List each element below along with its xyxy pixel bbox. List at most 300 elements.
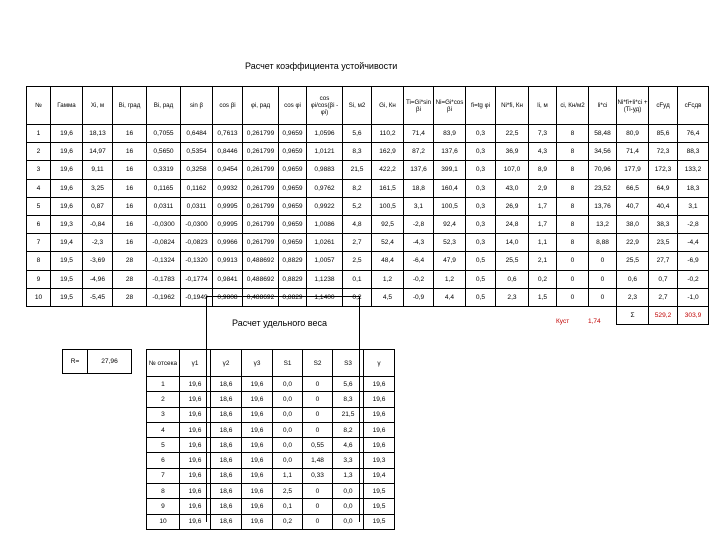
- table-cell: 0,9922: [307, 197, 343, 215]
- table-cell: 7: [147, 468, 180, 483]
- table-cell: 0,261799: [243, 179, 279, 197]
- table-cell: 25,5: [617, 252, 649, 270]
- table-cell: 19,3: [51, 215, 83, 233]
- table-cell: 19,6: [242, 484, 273, 499]
- column-header: Ni*fi, Кн: [496, 87, 529, 125]
- table-cell: 19,4: [364, 468, 395, 483]
- table-cell: 8: [557, 197, 589, 215]
- table-cell: -0,9: [404, 288, 434, 306]
- table-cell: 1: [27, 125, 51, 143]
- table-cell: 19,6: [180, 407, 211, 422]
- radius-label: R=: [63, 350, 88, 374]
- column-header: li*ci: [589, 87, 617, 125]
- table-cell: 18,6: [211, 422, 242, 437]
- table-cell: 18,6: [211, 453, 242, 468]
- segment-weight-table: [146, 349, 395, 530]
- table-cell: 0: [303, 484, 333, 499]
- table-cell: 18,6: [211, 438, 242, 453]
- table-cell: 0: [303, 514, 333, 529]
- table-cell: 0,261799: [243, 143, 279, 161]
- table-cell: -2,3: [83, 234, 113, 252]
- table-cell: 0: [303, 392, 333, 407]
- table-cell: 0,87: [83, 197, 113, 215]
- table-cell: 47,9: [434, 252, 466, 270]
- table-cell: 19,6: [242, 468, 273, 483]
- table-cell: 19,6: [180, 484, 211, 499]
- table-cell: 14,0: [496, 234, 529, 252]
- kust-label: Куст: [556, 318, 570, 325]
- table-cell: 1,1: [273, 468, 303, 483]
- table-cell: 19,6: [180, 438, 211, 453]
- column-header: cFсдв: [678, 87, 709, 125]
- table-cell: 58,48: [589, 125, 617, 143]
- table-cell: 5: [147, 438, 180, 453]
- table-cell: -4,3: [404, 234, 434, 252]
- table-cell: 19,6: [242, 514, 273, 529]
- table-cell: -4,96: [83, 270, 113, 288]
- table-cell: 19,6: [242, 392, 273, 407]
- table-cell: 8: [557, 143, 589, 161]
- table-cell: 0,9995: [213, 197, 243, 215]
- sum-row: [27, 306, 709, 324]
- table-cell: 0,488692: [243, 270, 279, 288]
- table-cell: 16: [113, 197, 147, 215]
- table-cell: 0,5: [466, 288, 496, 306]
- table-cell: 0,488692: [243, 252, 279, 270]
- table-cell: 133,2: [678, 161, 709, 179]
- table-cell: 2,3: [617, 288, 649, 306]
- column-header: Bi, град: [113, 87, 147, 125]
- table-cell: 0,488692: [243, 288, 279, 306]
- table-cell: 2,7: [649, 288, 678, 306]
- table-cell: 0,55: [303, 438, 333, 453]
- table-row: [27, 270, 709, 288]
- table-cell: 0: [303, 499, 333, 514]
- table-cell: 80,9: [617, 125, 649, 143]
- table-row: [27, 234, 709, 252]
- table-row: [147, 499, 395, 514]
- table-cell: 0,2: [529, 270, 557, 288]
- table-cell: 2,1: [529, 252, 557, 270]
- column-header: γ2: [211, 350, 242, 377]
- table-cell: 0,3: [466, 234, 496, 252]
- table-cell: 0,9808: [213, 288, 243, 306]
- table-cell: 23,5: [649, 234, 678, 252]
- column-header: № отсека: [147, 350, 180, 377]
- table-cell: 0,3: [466, 125, 496, 143]
- column-header: γ1: [180, 350, 211, 377]
- table-cell: 19,6: [51, 161, 83, 179]
- sum-value: 303,9: [678, 306, 709, 324]
- table-cell: 5,2: [343, 197, 372, 215]
- table-cell: 0,9659: [279, 143, 307, 161]
- table-cell: 0,0: [333, 484, 364, 499]
- table-cell: 19,5: [364, 499, 395, 514]
- radius-value: 27,96: [88, 350, 132, 374]
- table-cell: 83,9: [434, 125, 466, 143]
- table-cell: 14,97: [83, 143, 113, 161]
- table-cell: 0,5354: [181, 143, 213, 161]
- column-header: cos βi: [213, 87, 243, 125]
- table-cell: 19,6: [242, 422, 273, 437]
- table-cell: 0,5650: [147, 143, 181, 161]
- table-cell: 8,3: [343, 143, 372, 161]
- table-cell: 2,3: [496, 288, 529, 306]
- table-cell: 16: [113, 234, 147, 252]
- table-cell: 19,5: [51, 252, 83, 270]
- column-header: Гамма: [51, 87, 83, 125]
- column-header: №: [27, 87, 51, 125]
- table-cell: 21,5: [343, 161, 372, 179]
- table-cell: 19,6: [242, 438, 273, 453]
- table-cell: 1,0596: [307, 125, 343, 143]
- table-cell: 5,6: [333, 377, 364, 392]
- table-cell: 0,3: [466, 143, 496, 161]
- table-cell: 0,9659: [279, 179, 307, 197]
- column-header: cFуд: [649, 87, 678, 125]
- table-cell: 18,8: [404, 179, 434, 197]
- table-cell: -5,45: [83, 288, 113, 306]
- table-cell: 1: [147, 377, 180, 392]
- table-cell: 24,8: [496, 215, 529, 233]
- table-cell: 0,0: [273, 407, 303, 422]
- table-cell: 6: [147, 453, 180, 468]
- table-cell: 19,6: [364, 407, 395, 422]
- column-header: li, м: [529, 87, 557, 125]
- table-cell: 18,6: [211, 392, 242, 407]
- table-cell: 8,2: [333, 422, 364, 437]
- table-cell: 0,1: [273, 499, 303, 514]
- column-header: S3: [333, 350, 364, 377]
- table-row: [147, 468, 395, 483]
- table-cell: 1,1238: [307, 270, 343, 288]
- table-cell: 0: [303, 407, 333, 422]
- table-cell: 92,5: [372, 215, 404, 233]
- table-cell: -6,9: [678, 252, 709, 270]
- table-cell: 0: [303, 422, 333, 437]
- table-cell: 71,4: [617, 143, 649, 161]
- table-cell: 0,33: [303, 468, 333, 483]
- table-cell: 64,9: [649, 179, 678, 197]
- table-cell: 22,5: [496, 125, 529, 143]
- table-cell: 4,8: [343, 215, 372, 233]
- table-cell: 0,261799: [243, 161, 279, 179]
- table-cell: 23,52: [589, 179, 617, 197]
- stability-title: Расчет коэффициента устойчивости: [245, 61, 398, 71]
- table-cell: 19,6: [242, 499, 273, 514]
- table-cell: 0,9659: [279, 215, 307, 233]
- table-cell: -0,1324: [147, 252, 181, 270]
- table-cell: 28: [113, 270, 147, 288]
- table-cell: 0,6: [496, 270, 529, 288]
- table-cell: 0,0311: [181, 197, 213, 215]
- table-cell: 28: [113, 252, 147, 270]
- table-cell: 0,8829: [279, 288, 307, 306]
- table-cell: 0,9659: [279, 234, 307, 252]
- stability-table-header: [27, 87, 709, 125]
- table-cell: 9: [27, 270, 51, 288]
- column-header: φi, рад: [243, 87, 279, 125]
- table-cell: 137,6: [404, 161, 434, 179]
- table-cell: 8: [147, 484, 180, 499]
- table-cell: 1,0086: [307, 215, 343, 233]
- segment-table-header: [147, 350, 395, 377]
- table-cell: 1,5: [529, 288, 557, 306]
- table-row: [27, 179, 709, 197]
- table-cell: 1,7: [529, 215, 557, 233]
- column-header: Ni=Gi*cos βi: [434, 87, 466, 125]
- column-header: γ3: [242, 350, 273, 377]
- table-cell: 28: [113, 288, 147, 306]
- table-cell: 18,13: [83, 125, 113, 143]
- table-cell: 0,0: [273, 438, 303, 453]
- table-cell: 5,6: [343, 125, 372, 143]
- column-header: Ti=Gi*sin βi: [404, 87, 434, 125]
- table-cell: 0,3: [466, 179, 496, 197]
- table-cell: -0,1320: [181, 252, 213, 270]
- table-cell: 8,3: [333, 392, 364, 407]
- table-cell: 92,4: [434, 215, 466, 233]
- table-cell: 107,0: [496, 161, 529, 179]
- table-cell: 52,3: [434, 234, 466, 252]
- table-cell: 100,5: [434, 197, 466, 215]
- table-cell: 10: [27, 288, 51, 306]
- table-cell: 0: [557, 252, 589, 270]
- table-cell: 66,5: [617, 179, 649, 197]
- table-cell: 399,1: [434, 161, 466, 179]
- table-cell: 48,4: [372, 252, 404, 270]
- table-cell: 1,3: [333, 468, 364, 483]
- table-cell: 0,0: [273, 377, 303, 392]
- table-cell: 8,2: [343, 179, 372, 197]
- table-cell: 8: [557, 179, 589, 197]
- table-cell: 2,7: [343, 234, 372, 252]
- column-header: Bi, рад: [147, 87, 181, 125]
- table-cell: 19,6: [242, 453, 273, 468]
- table-cell: 19,6: [51, 125, 83, 143]
- table-cell: 18,6: [211, 468, 242, 483]
- table-row: [27, 161, 709, 179]
- table-cell: 3,1: [678, 197, 709, 215]
- table-cell: 1,7: [529, 197, 557, 215]
- table-row: [27, 252, 709, 270]
- table-cell: 110,2: [372, 125, 404, 143]
- table-cell: 70,96: [589, 161, 617, 179]
- table-cell: 19,6: [242, 377, 273, 392]
- table-cell: 0,7613: [213, 125, 243, 143]
- table-cell: 13,2: [589, 215, 617, 233]
- table-cell: 8: [557, 234, 589, 252]
- table-cell: 0,9995: [213, 215, 243, 233]
- table-cell: -1,0: [678, 288, 709, 306]
- table-cell: 0,8829: [279, 270, 307, 288]
- table-cell: 18,6: [211, 514, 242, 529]
- table-cell: 3,25: [83, 179, 113, 197]
- table-cell: 7,3: [529, 125, 557, 143]
- table-cell: 19,6: [51, 197, 83, 215]
- table-cell: 0,8446: [213, 143, 243, 161]
- table-cell: 43,0: [496, 179, 529, 197]
- radius-table: [62, 349, 132, 374]
- table-cell: 0,9454: [213, 161, 243, 179]
- table-cell: 177,9: [617, 161, 649, 179]
- table-row: [27, 143, 709, 161]
- table-cell: 40,4: [649, 197, 678, 215]
- table-cell: 0,3: [466, 161, 496, 179]
- table-row: [147, 407, 395, 422]
- table-cell: 5: [27, 197, 51, 215]
- table-cell: 19,6: [364, 422, 395, 437]
- table-cell: 0,1162: [181, 179, 213, 197]
- table-cell: 16: [113, 143, 147, 161]
- table-cell: 1,48: [303, 453, 333, 468]
- table-cell: 8: [27, 252, 51, 270]
- table-cell: 19,6: [180, 514, 211, 529]
- table-cell: 0,5: [466, 252, 496, 270]
- table-cell: -0,0300: [181, 215, 213, 233]
- table-cell: 0,9966: [213, 234, 243, 252]
- column-header: Ni*fi+li*ci +(Ti-уд): [617, 87, 649, 125]
- table-cell: 0: [557, 288, 589, 306]
- table-cell: 0,261799: [243, 234, 279, 252]
- table-cell: 0,9883: [307, 161, 343, 179]
- table-cell: 161,5: [372, 179, 404, 197]
- table-cell: -0,0824: [147, 234, 181, 252]
- table-cell: 38,3: [649, 215, 678, 233]
- table-cell: -4,4: [678, 234, 709, 252]
- table-cell: 4,6: [333, 438, 364, 453]
- table-cell: -2,8: [678, 215, 709, 233]
- table-cell: 19,3: [364, 453, 395, 468]
- table-cell: 8: [557, 215, 589, 233]
- table-cell: 4,3: [529, 143, 557, 161]
- table-cell: 4: [147, 422, 180, 437]
- table-cell: 3,1: [404, 197, 434, 215]
- table-cell: 0: [589, 252, 617, 270]
- table-cell: -0,0300: [147, 215, 181, 233]
- table-cell: 1,1: [529, 234, 557, 252]
- column-header: fi=tg φi: [466, 87, 496, 125]
- table-cell: 162,9: [372, 143, 404, 161]
- table-cell: 0,1165: [147, 179, 181, 197]
- table-cell: -0,1949: [181, 288, 213, 306]
- table-cell: 0,9659: [279, 161, 307, 179]
- table-cell: 1,0121: [307, 143, 343, 161]
- table-cell: 13,76: [589, 197, 617, 215]
- table-cell: 3,3: [333, 453, 364, 468]
- table-cell: 38,0: [617, 215, 649, 233]
- table-cell: 0,6: [617, 270, 649, 288]
- table-cell: 0,7: [649, 270, 678, 288]
- table-row: [147, 438, 395, 453]
- table-cell: -0,1774: [181, 270, 213, 288]
- table-cell: 0,261799: [243, 125, 279, 143]
- table-row: [147, 377, 395, 392]
- table-cell: 16: [113, 215, 147, 233]
- table-cell: 0,7055: [147, 125, 181, 143]
- table-cell: 16: [113, 125, 147, 143]
- table-row: [27, 125, 709, 143]
- table-cell: 26,9: [496, 197, 529, 215]
- table-cell: 19,6: [180, 453, 211, 468]
- table-cell: 36,9: [496, 143, 529, 161]
- table-cell: 0,3258: [181, 161, 213, 179]
- table-cell: 2: [147, 392, 180, 407]
- table-cell: 6: [27, 215, 51, 233]
- table-cell: -6,4: [404, 252, 434, 270]
- table-cell: 0,3: [466, 197, 496, 215]
- table-cell: 76,4: [678, 125, 709, 143]
- table-cell: 19,6: [364, 438, 395, 453]
- sum-value: 529,2: [649, 306, 678, 324]
- table-cell: 2,5: [273, 484, 303, 499]
- table-cell: 19,5: [364, 514, 395, 529]
- table-cell: 4,5: [372, 288, 404, 306]
- table-cell: 137,6: [434, 143, 466, 161]
- table-cell: 19,6: [180, 422, 211, 437]
- table-cell: 19,4: [51, 234, 83, 252]
- table-cell: 88,3: [678, 143, 709, 161]
- table-cell: 0,2: [343, 288, 372, 306]
- table-cell: 3: [147, 407, 180, 422]
- table-cell: 18,6: [211, 499, 242, 514]
- table-cell: 0: [303, 377, 333, 392]
- table-cell: 34,56: [589, 143, 617, 161]
- table-cell: 4,4: [434, 288, 466, 306]
- table-cell: 3: [27, 161, 51, 179]
- table-cell: -0,1783: [147, 270, 181, 288]
- table-cell: 0,9932: [213, 179, 243, 197]
- table-cell: 1,1400: [307, 288, 343, 306]
- table-cell: 0,9913: [213, 252, 243, 270]
- table-cell: 19,6: [180, 377, 211, 392]
- table-cell: -0,2: [404, 270, 434, 288]
- table-cell: 0,3: [466, 215, 496, 233]
- kust-value: 1,74: [588, 318, 601, 325]
- table-cell: 19,6: [242, 407, 273, 422]
- table-cell: 0,9659: [279, 197, 307, 215]
- table-cell: 18,6: [211, 377, 242, 392]
- table-cell: 19,6: [51, 143, 83, 161]
- table-cell: 172,3: [649, 161, 678, 179]
- table-cell: 0,5: [466, 270, 496, 288]
- table-cell: 0,0: [273, 392, 303, 407]
- table-cell: 8: [557, 161, 589, 179]
- table-cell: 19,6: [364, 377, 395, 392]
- table-cell: 4: [27, 179, 51, 197]
- stability-table: [26, 86, 709, 325]
- column-header: cos φi: [279, 87, 307, 125]
- table-cell: 19,6: [180, 468, 211, 483]
- table-cell: 0,0311: [147, 197, 181, 215]
- column-header: Si, м2: [343, 87, 372, 125]
- sum-label: Σ: [617, 306, 649, 324]
- table-cell: 9: [147, 499, 180, 514]
- weight-title: Расчет удельного веса: [232, 318, 327, 328]
- table-cell: 1,0057: [307, 252, 343, 270]
- table-cell: 16: [113, 161, 147, 179]
- table-cell: 0: [557, 270, 589, 288]
- table-cell: 19,5: [51, 270, 83, 288]
- column-header: Xi, м: [83, 87, 113, 125]
- table-cell: 422,2: [372, 161, 404, 179]
- table-cell: 19,5: [51, 288, 83, 306]
- table-cell: 87,2: [404, 143, 434, 161]
- table-cell: 9,11: [83, 161, 113, 179]
- table-cell: 1,2: [434, 270, 466, 288]
- table-cell: 0,261799: [243, 197, 279, 215]
- table-cell: 7: [27, 234, 51, 252]
